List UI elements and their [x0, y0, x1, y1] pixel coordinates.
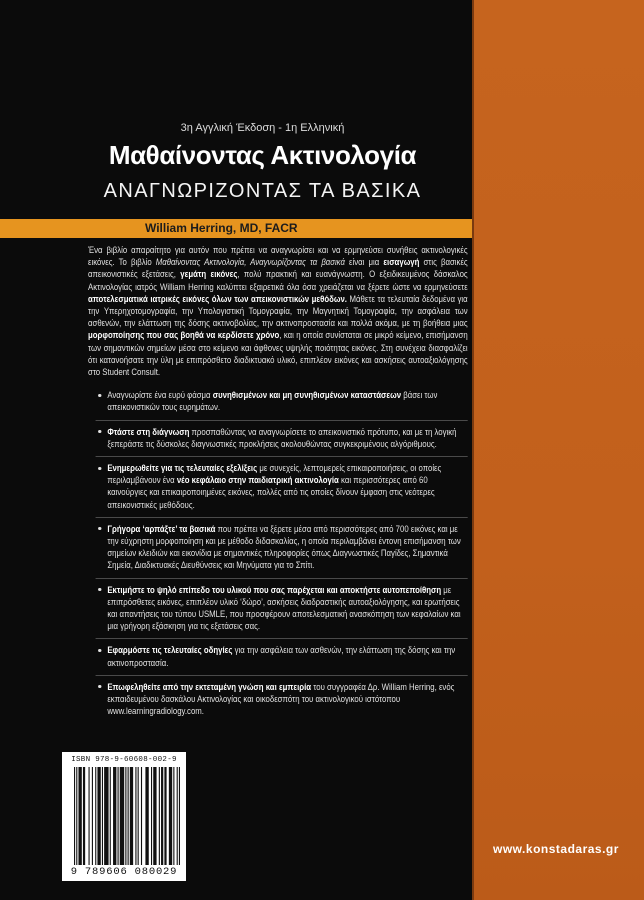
italic-text-run: Μαθαίνοντας Ακτινολογία, Αναγνωρίζοντας τα βασικά [155, 257, 345, 268]
bold-text-run: μορφοποίησης που σας βοηθά να κερδίσετε χρόνο [88, 330, 280, 341]
feature-bullet [96, 675, 468, 724]
bold-text-run: Εκτιμήστε το ψηλό επίπεδο του υλικού που σας παρέχεται και αποκτήστε αυτοπεποίθηση [107, 584, 442, 595]
bold-text-run: Γρήγορα ‘αρπάξτε’ τα βασικά [107, 523, 216, 534]
text-run: για την ασφάλεια των ασθενών, την ελάττωση της δόσης και την ακτινοπροστασία. [107, 645, 456, 668]
feature-bullet [96, 420, 468, 456]
bullet-dot [98, 649, 101, 652]
text-run: είναι μια [344, 257, 384, 268]
bullet-dot [98, 685, 101, 688]
text-run: του συγγραφέα Δρ. William Herring, ενός εκπαιδευμένου δασκάλου Ακτινολογίας και οικοδεσπότη του ακτινολογικού ιστότοπου www.learningradiology.com. [107, 681, 455, 717]
bullet-dot [98, 467, 101, 470]
isbn-barcode [62, 752, 186, 881]
bullet-dot [98, 588, 101, 591]
bold-text-run: αποτελεσματικά ιατρικές εικόνες όλων των απεικονιστικών μεθόδων. [88, 293, 347, 304]
orange-side-panel [472, 0, 644, 900]
bold-text-run: γεμάτη εικόνες [180, 269, 238, 280]
feature-bullet [96, 456, 468, 517]
text-run: βάσει των απεικονιστικών τους ευρημάτων. [107, 390, 438, 413]
text-run: στις βασικές απεικονιστικές εξετάσεις, [88, 257, 468, 280]
bold-text-run: Ενημερωθείτε για τις τελευταίες εξελίξεις [107, 463, 258, 474]
isbn-label: ISBN 978-9-60608-002-9 [71, 756, 177, 764]
bullet-dot [98, 527, 101, 530]
feature-bullet [96, 638, 468, 674]
author-band [0, 219, 472, 238]
bold-text-run: Φτάστε στη διάγνωση [107, 426, 190, 437]
bullet-dot [98, 430, 101, 433]
barcode-bars [74, 767, 180, 865]
text-run: , και η οποία συνίσταται σε μικρό κείμενο, επισήμανση των σημαντικών σημείων μέσα στο κείμενο και άφθονες υψηλής ποιότητας εικόνες. Στη συνέχεια διασφαλίζει ότι κατανοήσατε την ύλη με επιπρόσθετο διαδικτυακό υλικό, επιπλέον εικόνες και ασκήσεις αυτοαξιολόγησης στο Student Consult. [88, 330, 468, 378]
bullet-dot [98, 394, 101, 397]
author-name: William Herring, MD, FACR [145, 221, 298, 235]
bold-text-run: νέο κεφάλαιο στην παιδιατρική ακτινολογία [176, 475, 339, 486]
description-paragraph [88, 244, 468, 378]
text-run: , πολύ πρακτική και ευανάγνωστη. Ο εξειδικευμένος δάσκαλος Ακτινολογίας ιατρός William Herring καλύπτει εξαιρετικά όλα όσα χρειάζεται να ξέρετε ώστε να ερμηνεύσετε [88, 269, 468, 292]
text-run: με συνεχείς, λεπτομερείς επικαιροποιήσεις, οι οποίες περιλαμβάνουν ένα [107, 463, 442, 486]
book-title: Μαθαίνοντας Ακτινολογία [108, 140, 417, 170]
bold-text-run: συνηθισμένων και μη συνηθισμένων καταστάσεων [212, 390, 402, 401]
feature-bullet [96, 517, 468, 578]
feature-list [96, 384, 468, 723]
bold-text-run: Επωφεληθείτε από την εκτεταμένη γνώση και εμπειρία [107, 681, 312, 692]
publisher-website: www.konstadaras.gr [493, 842, 619, 856]
feature-bullet [96, 578, 468, 639]
edition-note: 3η Αγγλική Έκδοση - 1η Ελληνική [180, 122, 345, 134]
bold-text-run: Εφαρμόστε τις τελευταίες οδηγίες [107, 645, 233, 656]
barcode-graphic [74, 767, 180, 865]
feature-bullet [96, 384, 468, 419]
book-subtitle: ΑΝΑΓΝΩΡΙΖΟΝΤΑΣ ΤΑ ΒΑΣΙΚΑ [103, 180, 422, 202]
bold-text-run: εισαγωγή [383, 257, 420, 268]
text-run: και περισσότερες από 60 καινούργιες και επικαιροποιημένες εικόνες, πολλές από τις οποίες δίνουν έμφαση στις νεότερες απεικονιστικές μεθόδους. [107, 475, 435, 510]
text-run: προσπαθώντας να αναγνωρίσετε το απεικονιστικό πρότυπο, και με τη λογική ξεπεράστε τις δύσκολες διαγνωστικές προκλήσεις ακολουθώντας συγκεκριμένους αλγόριθμους. [107, 426, 457, 449]
back-cover-copy [88, 244, 468, 724]
text-run: Μάθετε τα τελευταία δεδομένα για την Υπερηχοτομογραφία, την Υπολογιστική Τομογραφία, την Μαγνητική Τομογραφία, την ασφάλεια των ασθενών, την ελάττωση της δόσης ακτινοβολίας, την ακτινοπροστασία και πολλά ακόμα, με τη βοήθεια μιας [88, 293, 468, 329]
text-run: με επιπρόσθετες εικόνες, επιπλέον υλικό ‘δώρο’, ασκήσεις διαδραστικής αυτοαξιολόγησης, και ερωτήσεις και απαντήσεις του τύπου USMLE, που προσφέρουν αποτελεσματική ανασκόπηση των κεφαλαίων και μια γρήγορη εξάσκηση για τις εξετάσεις σας. [107, 584, 461, 632]
barcode-digits: 9 789606 080029 [70, 866, 178, 878]
text-run: Αναγνωρίστε ένα ευρύ φάσμα [107, 390, 213, 401]
text-run: Ένα βιβλίο απαραίτητο για αυτόν που πρέπει να αναγνωρίσει και να ερμηνεύσει συνήθεις ακτινολογικές εικόνες. Το βιβλίο [88, 245, 468, 268]
text-run: που πρέπει να ξέρετε μέσα από περισσότερες από 700 εικόνες και με την εύχρηστη μορφοποίηση και με μέθοδο διδασκαλίας, η οποία περιλαμβάνει έντονη επισήμανση των σημείων κλειδιών και εικονίδια με σημαντικές πληροφορίες όπως Διαγνωστικές Παγίδες, Σημαντικά Σημεία, Διαδικτυακές Διευθύνσεις και Μηνύματα για το Σπίτι. [107, 523, 461, 571]
